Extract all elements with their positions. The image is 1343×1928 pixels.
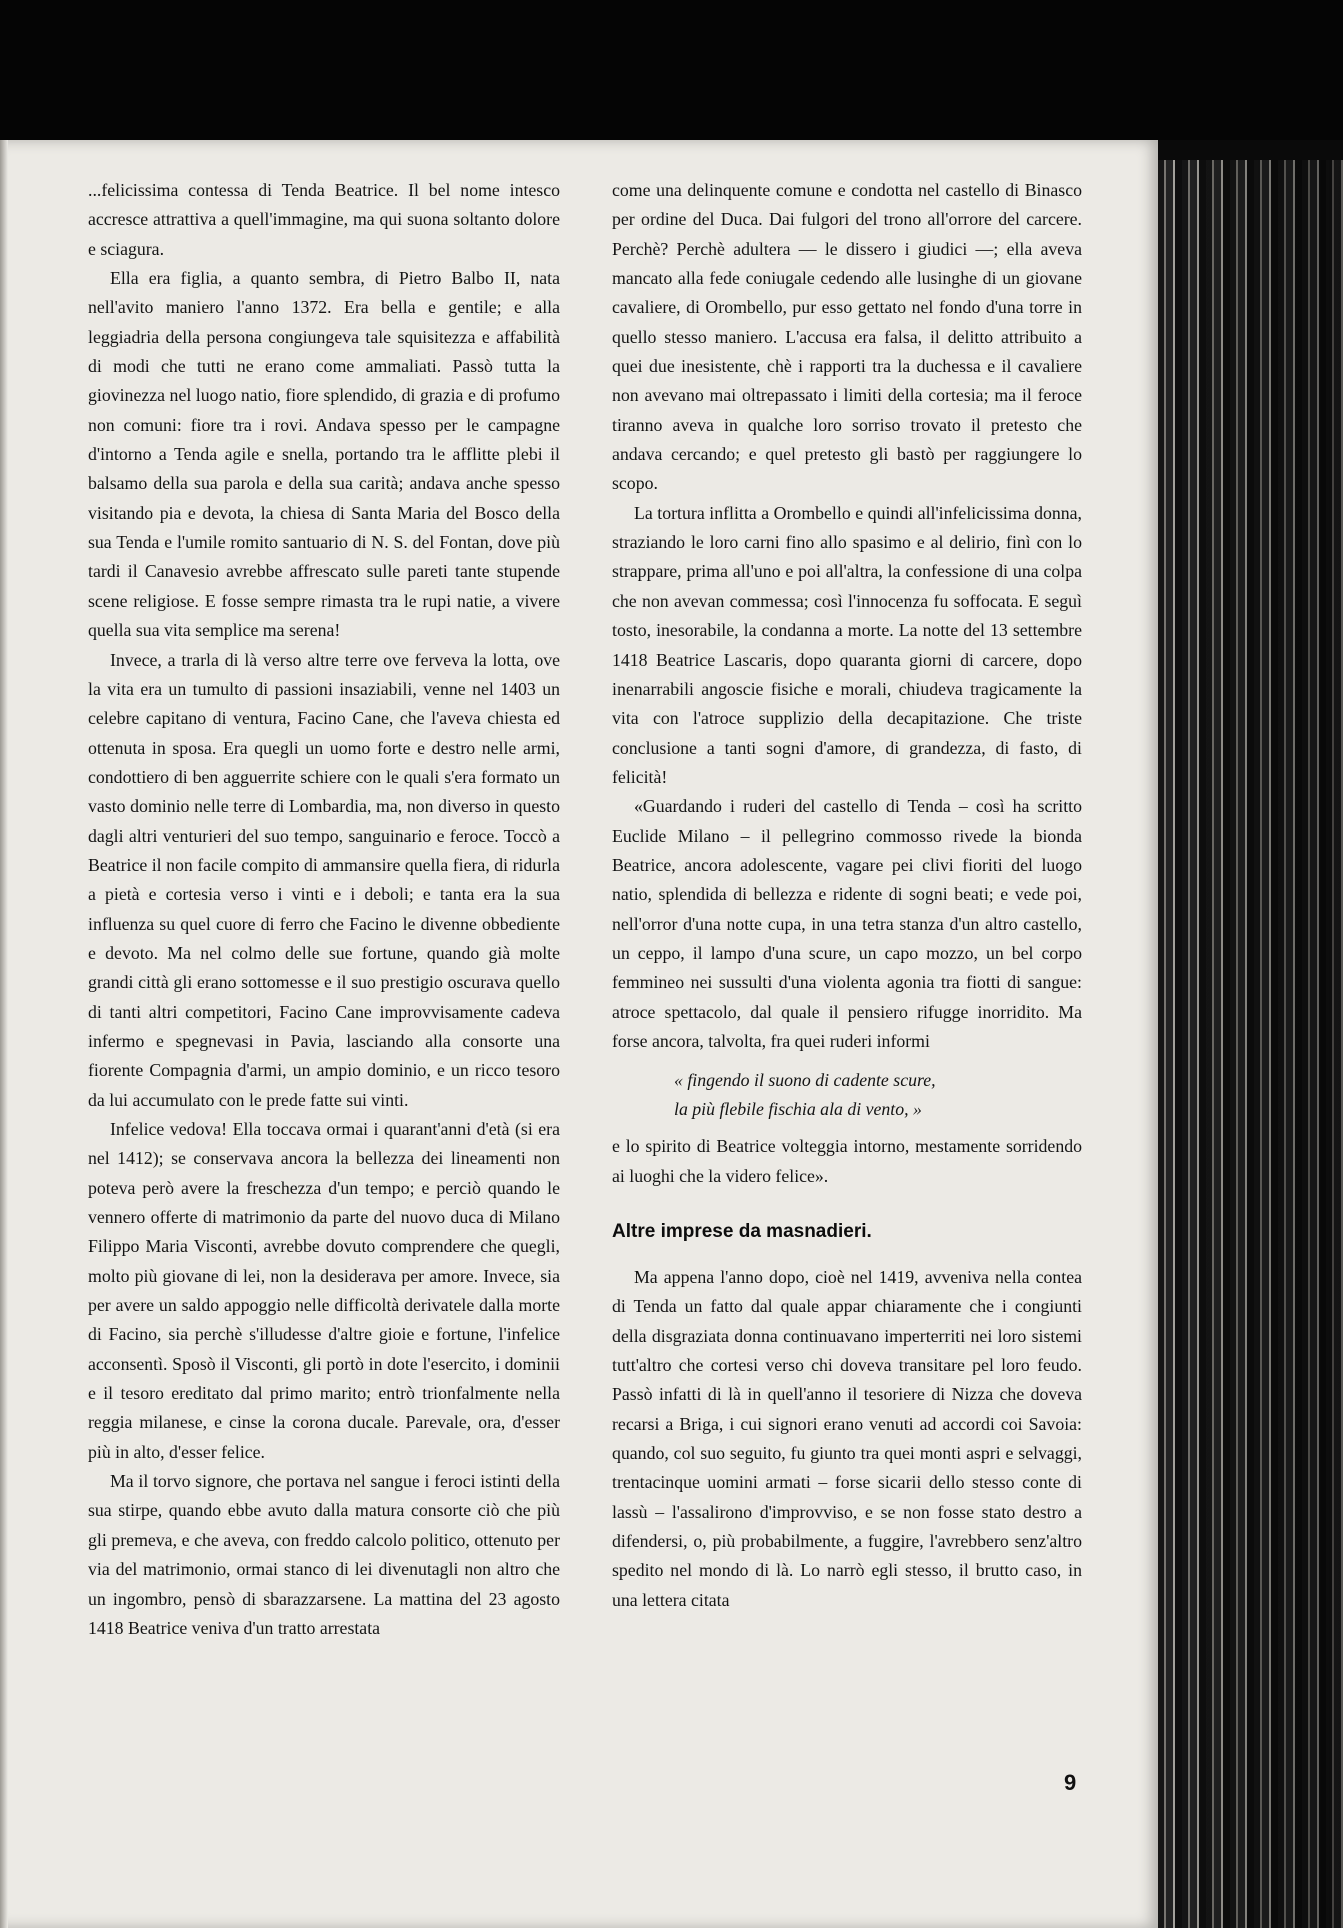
right-text-column [612,176,1082,1615]
paragraph: e lo spirito di Beatrice volteggia intorno, mestamente sorridendo ai luoghi che la videro felice». [612,1136,1082,1186]
paragraph: Ella era figlia, a quanto sembra, di Pietro Balbo II, nata nell'avito maniero l'anno 1372. Era bella e gentile; e alla leggiadria della persona congiungeva tale squisitezza e affabilità di modi che tutti ne erano come ammaliati. Passò tutta la giovinezza nel luogo natio, fiore splendido, di grazia e di profumo non comuni: fiore tra i rovi. Andava spesso per le campagne d'intorno a Tenda agile e snella, portando tra le afflitte plebi il balsamo della sua parola e della sua carità; andava anche spesso visitando pia e devota, la chiesa di Santa Maria del Bosco della sua Tenda e l'umile romito santuario di N. S. del Fontan, dove più tardi il Canavesio avrebbe affrescato sulle pareti tante stupende scene religiose. E fosse sempre rimasta tra le rupi natie, a vivere quella sua vita semplice ma serena! [88,268,560,641]
verse-quote [674,1066,1082,1124]
paragraph: Infelice vedova! Ella toccava ormai i quarant'anni d'età (si era nel 1412); se conservava ancora la bellezza dei lineamenti non poteva però avere la freschezza d'un tempo; e perciò quando le vennero offerte di matrimonio da parte del nuovo duca di Milano Filippo Maria Visconti, avrebbe dovuto comprendere che quegli, molto più giovane di lei, non la desiderava per amore. Invece, sia per avere un saldo appoggio nelle difficoltà derivatele dalla morte di Facino, sia perchè s'illudesse d'altre gioie e fortune, l'infelice acconsentì. Sposò il Visconti, gli portò in dote l'esercito, i dominii e il tesoro ereditato dal primo marito; entrò trionfalmente nella reggia milanese, e cinse la corona ducale. Parevale, ora, d'esser più in alto, d'esser felice. [88,1119,560,1462]
section-heading: Altre imprese da masnadieri. [612,1221,872,1242]
left-text-column [88,176,560,1643]
page-gutter-shadow [0,140,8,1928]
paragraph: La tortura inflitta a Orombello e quindi all'infelicissima donna, straziando le loro carni fino allo spasimo e al delirio, finì con lo strappare, prima all'uno e poi all'altra, la confessione di una colpa che non avevan commessa; così l'innocenza fu soffocata. E seguì tosto, inesorabile, la condanna a morte. La notte del 13 settembre 1418 Beatrice Lascaris, dopo quaranta giorni di carcere, dopo inenarrabili angoscie fisiche e morali, chiudeva tragicamente la vita con l'atroce supplizio della decapitazione. Che triste conclusione a tanti sogni d'amore, di grandezza, di fasto, di felicità! [612,502,1082,787]
paragraph: come una delinquente comune e condotta nel castello di Binasco per ordine del Duca. Dai fulgori del trono all'orrore del carcere. Perchè? Perchè adultera — le dissero i giudici —; ella aveva mancato alla fede coniugale cedendo alle lusinghe di un giovane cavaliere, di Orombello, pur esso gettato nel fondo d'una torre in quello stesso maniero. L'accusa era falsa, il delitto attribuito a quei due inesistente, chè i rapporti tra la duchessa e il cavaliere non avevano mai oltrepassato i limiti della cortesia; ma il feroce tiranno aveva in qualche loro sorriso trovato il pretesto che andava cercando; e quel pretesto gli bastò per raggiungere lo scopo. [612,180,1082,494]
scan-background-top [0,0,1343,140]
paragraph: Invece, a trarla di là verso altre terre ove ferveva la lotta, ove la vita era un tumulto di passioni insaziabili, venne nel 1403 un celebre capitano di ventura, Facino Cane, che l'aveva chiesta ed ottenuta in sposa. Era quegli un uomo forte e destro nelle armi, condottiero di ben agguerrite schiere con le quali s'era formato un vasto dominio nelle terre di Lombardia, ma, non diverso in questo dagli altri venturieri del suo tempo, sanguinario e feroce. Toccò a Beatrice il non facile compito di ammansire quella fiera, di ridurla a pietà e cortesia verso i vinti e i deboli; e tanta era la sua influenza su quel cuore di ferro che Facino le divenne obbediente e devoto. Ma nel colmo delle sue fortune, quando già molte grandi città gli erano sottomesse e il suo prestigio oscurava quello di tanti altri competitori, Facino Cane improvvisamente cadeva infermo e spegnevasi in Pavia, lasciando alla consorte una fiorente Compagnia d'armi, un ampio dominio, e un ricco tesoro da lui accumulato con le prede fatte sui vinti. [88,649,560,1110]
verse-line: la più flebile fischia ala di vento, » [674,1099,922,1120]
verse-line: « fingendo il suono di cadente scure, [674,1070,936,1091]
paragraph: ...felicissima contessa di Tenda Beatrice. Il bel nome intesco accresce attrattiva a quell'immagine, ma qui suona soltanto dolore e sciagura. [88,180,560,259]
book-edge-shadow [1158,160,1343,1928]
paragraph: «Guardando i ruderi del castello di Tenda – così ha scritto Euclide Milano – il pellegrino commosso rivede la bionda Beatrice, ancora adolescente, vagare pei clivi fioriti del luogo natio, splendida di bellezza e ridente di sogni beati; e vede poi, nell'orror d'una notte cupa, in una tetra stanza d'un altro castello, un ceppo, il lampo d'una scure, un capo mozzo, un bel corpo femmineo nei sussulti d'una violenta agonia tra fiotti di sangue: atroce spettacolo, dal quale il pensiero rifugge inorridito. Ma forse ancora, talvolta, fra quei ruderi informi [612,796,1082,1051]
paragraph: Ma il torvo signore, che portava nel sangue i feroci istinti della sua stirpe, quando ebbe avuto dalla matura consorte ciò che più gli premeva, e che aveva, con freddo calcolo politico, ottenuto per via del matrimonio, ormai stanco di lei divenutagli non altro che un ingombro, pensò di sbarazzarsene. La mattina del 23 agosto 1418 Beatrice veniva d'un tratto arrestata [88,1471,560,1638]
page-number: 9 [1064,1770,1077,1795]
paragraph: Ma appena l'anno dopo, cioè nel 1419, avveniva nella contea di Tenda un fatto dal quale appar chiaramente che i congiunti della disgraziata donna continuavano imperterriti nei loro sistemi tutt'altro che cortesi verso chi doveva transitare pel loro feudo. Passò infatti di là in quell'anno il tesoriere di Nizza che doveva recarsi a Briga, i cui signori erano venuti ad accordi coi Savoia: quando, col suo seguito, fu giunto tra quei monti aspri e selvaggi, trentacinque uomini armati – forse sicarii dello stesso conte di lassù – l'assalirono d'improvviso, e se non fosse stato destro a difendersi, o, più probabilmente, a fuggire, l'avrebbero senz'altro spedito nel mondo di là. Lo narrò egli stesso, il brutto caso, in una lettera citata [612,1267,1082,1610]
